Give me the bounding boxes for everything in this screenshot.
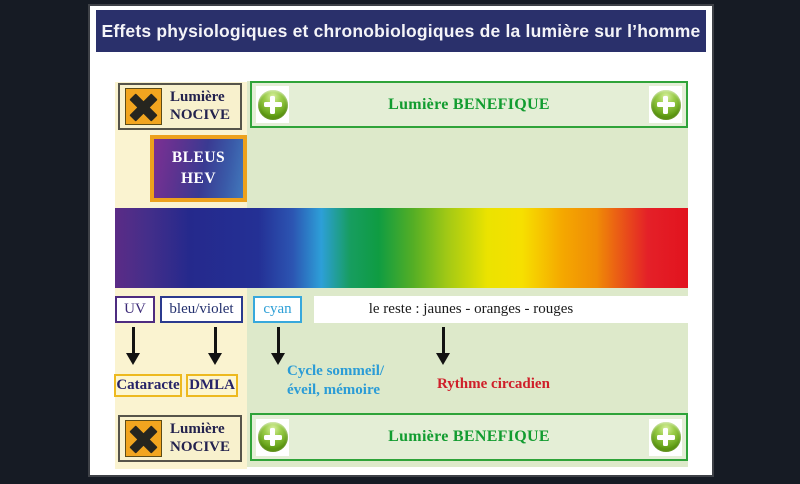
plus-icon [256, 86, 289, 123]
plus-icon [649, 419, 682, 456]
beneficial-light-bar-bottom [250, 413, 688, 461]
beneficial-light-label: Lumière BENEFIQUE [388, 428, 550, 445]
plus-icon [256, 419, 289, 456]
effect-dmla: DMLA [186, 374, 238, 397]
light-spectrum-bar [115, 208, 688, 288]
effect-rythme-circadien: Rythme circadien [437, 376, 550, 392]
band-label-uv: UV [115, 296, 155, 323]
harmful-light-box-bottom [118, 415, 242, 462]
band-label-bleu-violet: bleu/violet [160, 296, 243, 323]
effect-cycle-sommeil [287, 362, 384, 400]
effect-cataracte: Cataracte [114, 374, 182, 397]
down-arrow-bleu-violet [208, 327, 222, 365]
harmful-light-label [170, 421, 230, 456]
cycle-line-1: Cycle sommeil/ [287, 363, 385, 379]
blue-hev-box [150, 135, 247, 202]
harmful-light-label [170, 89, 230, 124]
harmful-light-box-top [118, 83, 242, 130]
hazard-x-icon [125, 88, 162, 125]
plus-icon [649, 86, 682, 123]
harmful-word-1: Lumière [170, 88, 225, 105]
page-title: Effets physiologiques et chronobiologiques de la lumière sur l’homme [101, 20, 701, 41]
hazard-x-icon [125, 420, 162, 457]
infographic-card [88, 4, 714, 477]
down-arrow-uv [126, 327, 140, 365]
beneficial-light-label: Lumière BENEFIQUE [388, 95, 550, 113]
harmful-word-1: Lumière [170, 420, 225, 437]
harmful-word-2: NOCIVE [170, 106, 231, 123]
cycle-line-2: éveil, mémoire [287, 381, 381, 398]
band-label-reste: le reste : jaunes - oranges - rouges [314, 296, 688, 323]
hev-line-2: HEV [180, 169, 217, 187]
harmful-word-2: NOCIVE [170, 438, 231, 455]
band-label-cyan: cyan [253, 296, 302, 323]
down-arrow-cyan [271, 327, 285, 365]
title-bar [96, 10, 706, 52]
down-arrow-reste [436, 327, 450, 365]
hev-line-1: BLEUS [171, 148, 226, 166]
beneficial-light-bar-top [250, 81, 688, 128]
